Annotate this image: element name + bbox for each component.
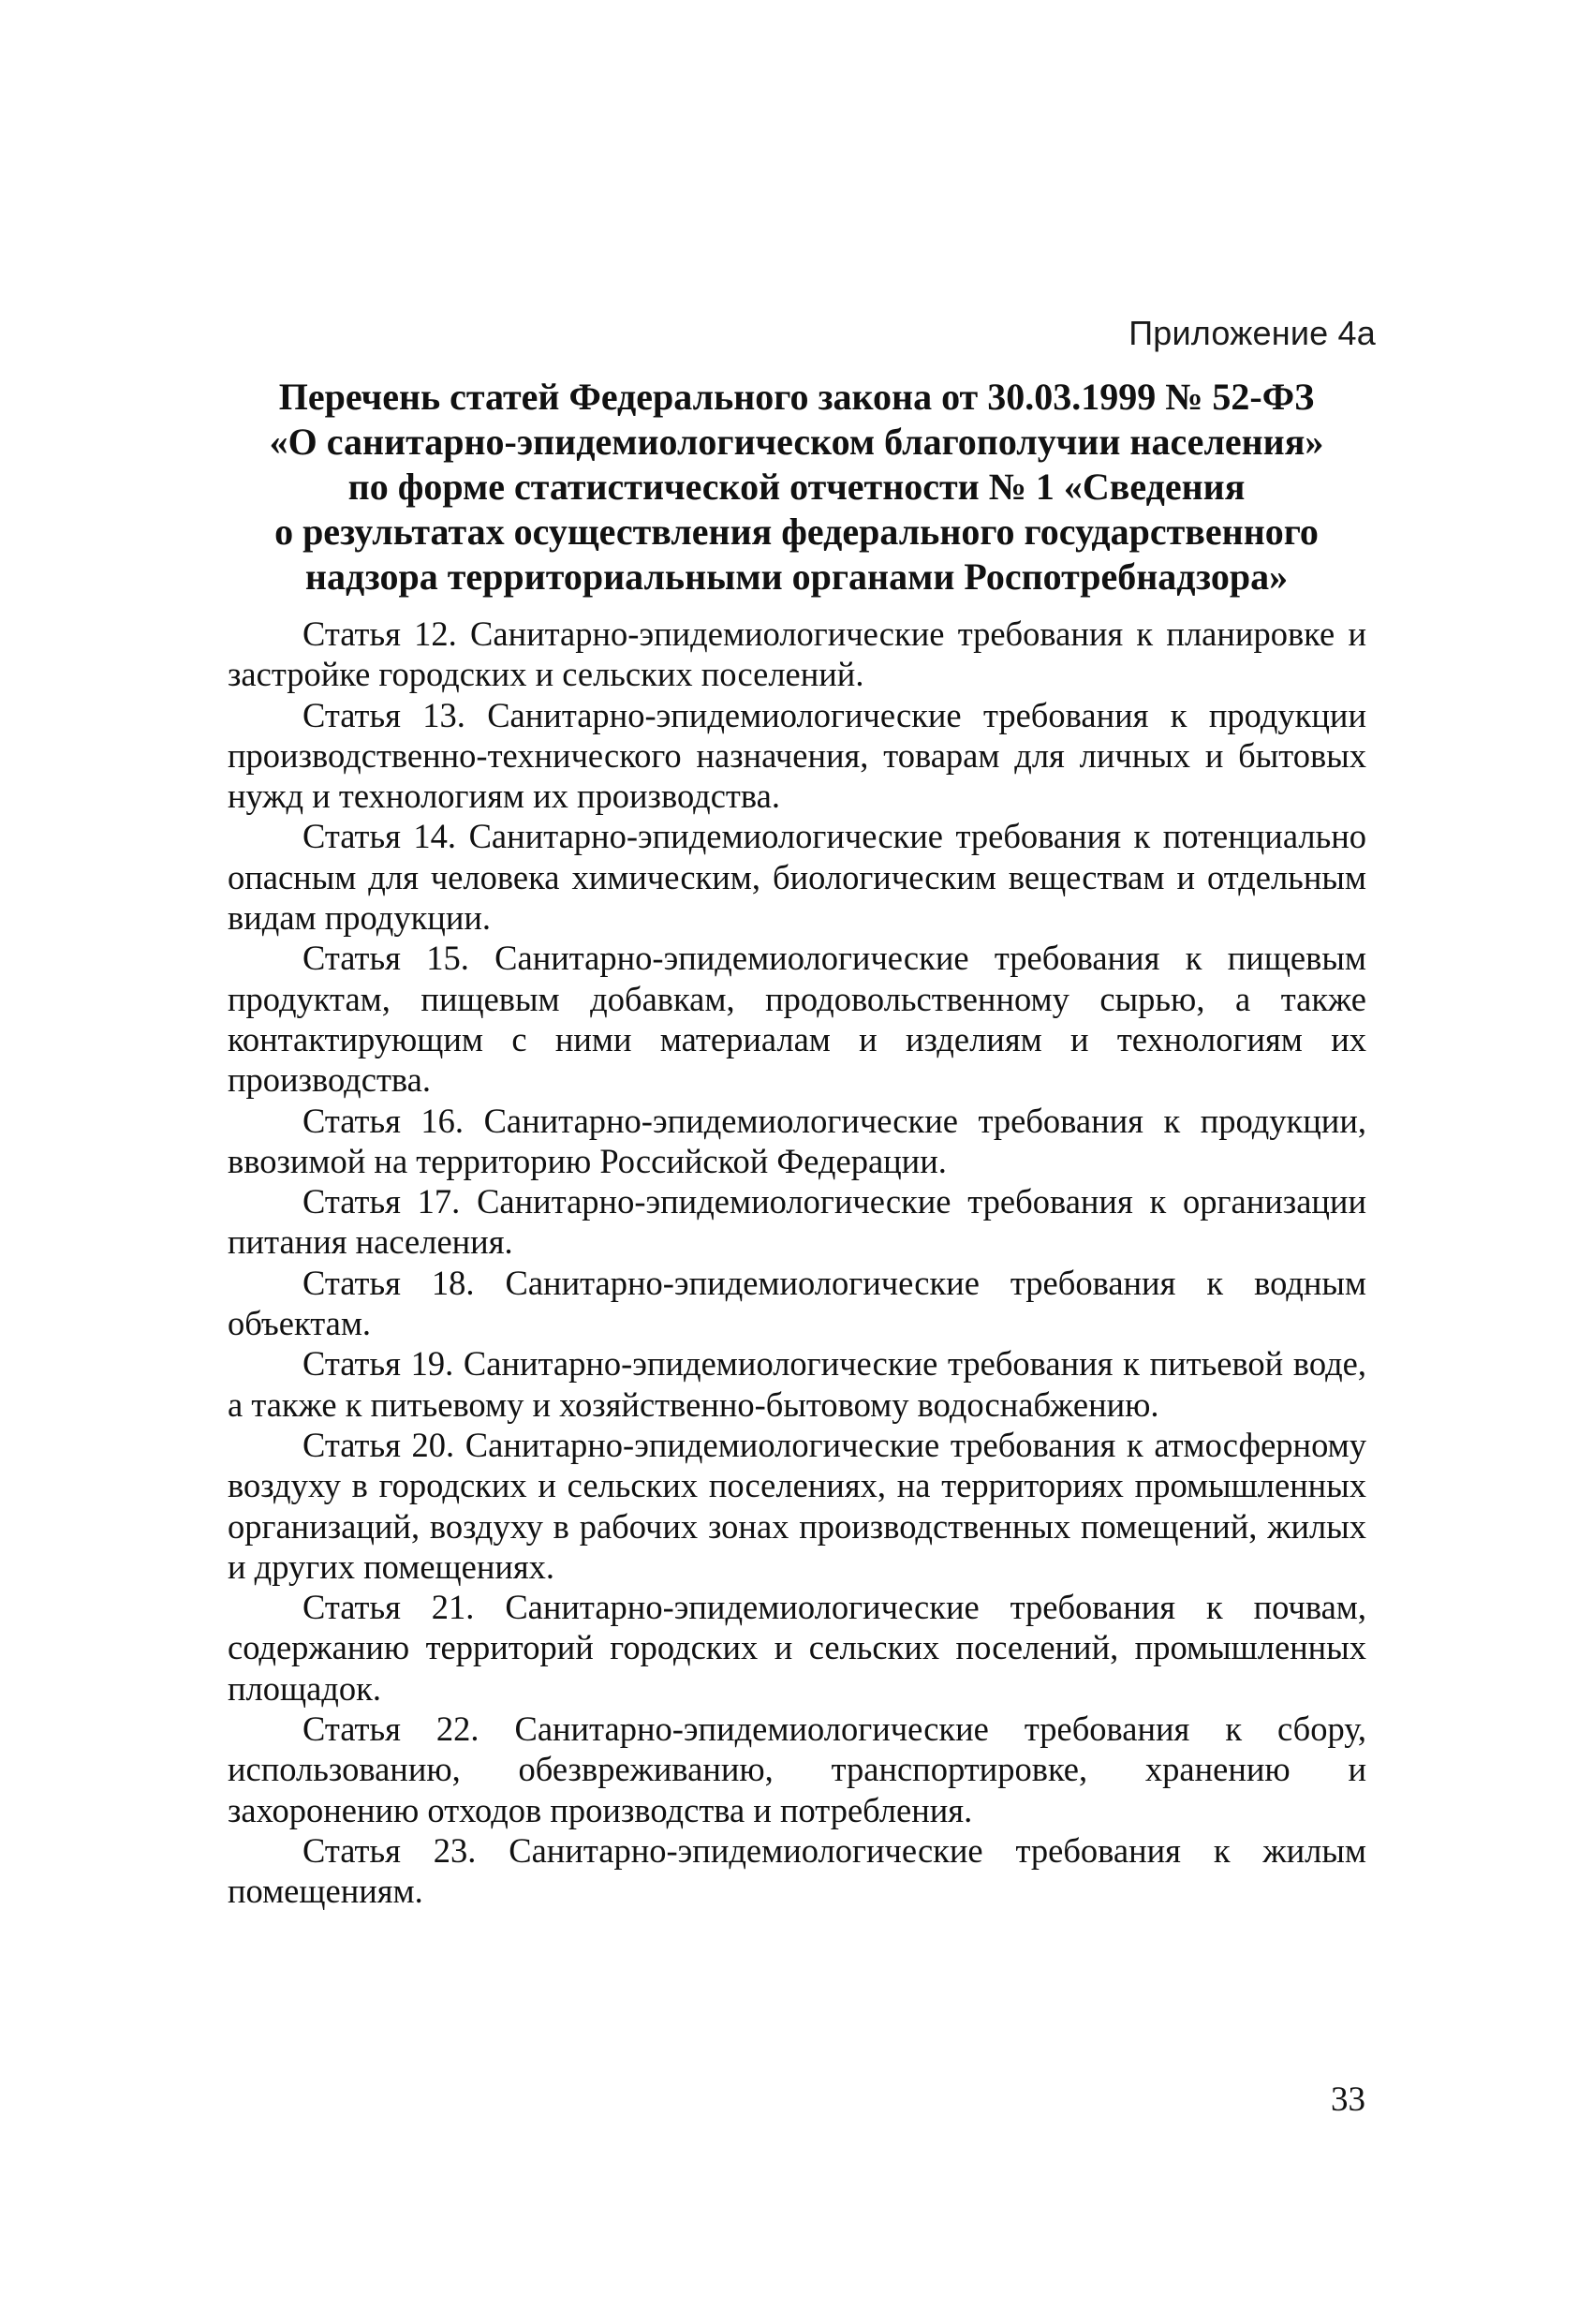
title-line: надзора территориальными органами Роспотребнадзора» [304,555,1289,598]
page-number: 33 [1331,2080,1365,2119]
title-line: о результатах осуществления федерального государственного [274,511,1319,553]
article-18: Статья 18. Санитарно-эпидемиологические требования к водным объектам. [228,1263,1366,1343]
article-list [228,614,1366,1912]
article-17: Статья 17. Санитарно-эпидемиологические требования к организации питания населения. [228,1182,1366,1262]
article-22: Статья 22. Санитарно-эпидемиологические требования к сбору, использованию, обезвреживанию, транспортировке, хранению и захоронению отходов производства и потребления. [228,1710,1366,1829]
article-20: Статья 20. Санитарно-эпидемиологические требования к атмосферному воздуху в городских и сельских поселениях, на территориях промышленных организаций, воздуху в рабочих зонах производственных помещений, жилых и других помещениях. [228,1425,1366,1586]
article-14: Статья 14. Санитарно-эпидемиологические требования к потенциально опасным для человека химическим, биологическим веществам и отдельным видам продукции. [228,817,1366,938]
article-12: Статья 12. Санитарно-эпидемиологические требования к планировке и застройке городских и сельских поселений. [228,614,1366,694]
title-line: по форме статистической отчетности № 1 «Сведения [347,466,1246,508]
article-21: Статья 21. Санитарно-эпидемиологические требования к почвам, содержанию территорий городских и сельских поселений, промышленных площадок. [228,1588,1366,1708]
title-line: Перечень статей Федерального закона от 30.03.1999 № 52-ФЗ [278,376,1315,418]
article-23: Статья 23. Санитарно-эпидемиологические требования к жилым помещениям. [228,1830,1366,1911]
appendix-label: Приложение 4а [1128,314,1376,352]
title-line: «О санитарно-эпидемиологическом благополучии населения» [269,421,1324,463]
document-title [217,375,1376,600]
article-15: Статья 15. Санитарно-эпидемиологические требования к пищевым продуктам, пищевым добавкам, продовольственному сырью, а также контактирующим с ними материалам и изделиям и технологиям их производства. [228,939,1366,1100]
article-16: Статья 16. Санитарно-эпидемиологические требования к продукции, ввозимой на территорию Российской Федерации. [228,1101,1366,1180]
article-19: Статья 19. Санитарно-эпидемиологические требования к питьевой воде, а также к питьевому и хозяйственно-бытовому водоснабжению. [228,1344,1366,1424]
article-13: Статья 13. Санитарно-эпидемиологические требования к продукции производственно-технического назначения, товарам для личных и бытовых нужд и технологиям их производства. [228,695,1366,816]
